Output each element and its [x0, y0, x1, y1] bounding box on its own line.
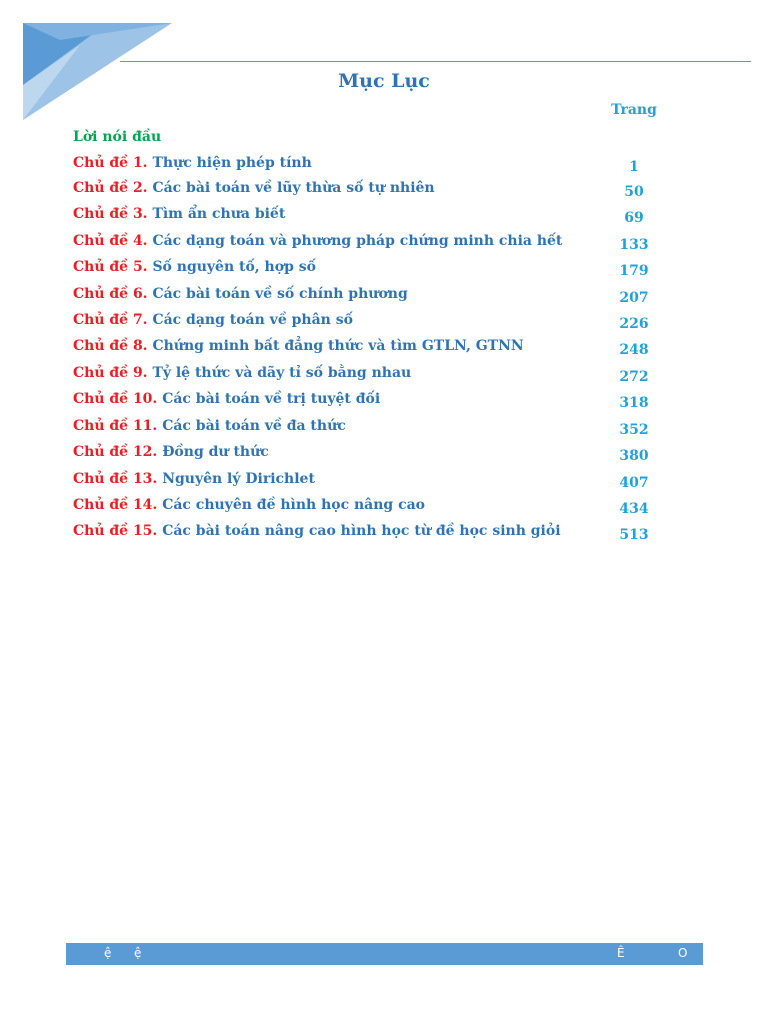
toc-entry-prefix: Chủ đề 15. [73, 523, 163, 539]
toc-entry-prefix: Chủ đề 2. [73, 180, 153, 196]
toc-entry[interactable] [73, 391, 673, 413]
toc-entry-title: Các bài toán nâng cao hình học từ đề học sinh giỏi [162, 523, 561, 539]
toc-entry-page-number: 434 [619, 501, 649, 517]
toc-entry[interactable] [73, 259, 673, 281]
toc-entry-prefix: Chủ đề 5. [73, 259, 153, 275]
toc-entry-title: Thực hiện phép tính [152, 155, 312, 171]
toc-entry-page-number: 380 [619, 448, 649, 464]
toc-entry[interactable] [73, 233, 673, 255]
toc-entry-page-number: 352 [619, 422, 649, 438]
toc-entry[interactable] [73, 523, 673, 545]
toc-entry-page-number: 513 [619, 527, 649, 543]
toc-entry-prefix: Chủ đề 9. [73, 365, 153, 381]
toc-entry[interactable] [73, 471, 673, 493]
toc-entry-prefix: Chủ đề 7. [73, 312, 153, 328]
toc-entry-prefix: Chủ đề 3. [73, 206, 153, 222]
toc-entry-prefix: Chủ đề 6. [73, 286, 153, 302]
toc-entry-page-number: 133 [619, 237, 649, 253]
toc-entry-prefix: Chủ đề 1. [73, 155, 153, 171]
page-title: Mục Lục [338, 70, 430, 92]
toc-entry[interactable] [73, 338, 673, 360]
toc-entry-prefix: Chủ đề 11. [73, 418, 163, 434]
toc-entry-page-number: 207 [619, 290, 649, 306]
toc-entry[interactable] [73, 497, 673, 519]
toc-entry-page-number: 50 [624, 184, 644, 200]
toc-entry-title: Chứng minh bất đẳng thức và tìm GTLN, GTNN [152, 338, 524, 354]
footer-glyph: ệ [134, 946, 142, 960]
toc-entry-prefix: Chủ đề 12. [73, 444, 163, 460]
toc-entry[interactable] [73, 155, 673, 177]
toc-entry-page-number: 179 [619, 263, 649, 279]
toc-entry-prefix: Chủ đề 13. [73, 471, 163, 487]
toc-entry-title: Các dạng toán về phân số [152, 312, 353, 328]
toc-entry[interactable] [73, 206, 673, 228]
toc-entry-prefix: Chủ đề 4. [73, 233, 153, 249]
toc-entry-title: Nguyên lý Dirichlet [162, 471, 315, 487]
toc-entry-title: Tìm ẩn chưa biết [152, 206, 286, 222]
toc-entry[interactable] [73, 365, 673, 387]
toc-entry-title: Các chuyên đề hình học nâng cao [162, 497, 426, 513]
toc-entry-title: Các dạng toán và phương pháp chứng minh chia hết [152, 233, 563, 249]
page-column-header: Trang [611, 102, 657, 118]
toc-entry[interactable] [73, 312, 673, 334]
corner-decoration [0, 0, 180, 130]
toc-entry[interactable] [73, 286, 673, 308]
toc-entry-page-number: 226 [619, 316, 649, 332]
footer-glyph: ệ [104, 946, 112, 960]
toc-entry-prefix: Chủ đề 8. [73, 338, 153, 354]
toc-entry-title: Số nguyên tố, hợp số [152, 259, 316, 275]
toc-entry-page-number: 1 [629, 159, 639, 175]
toc-entry-title: Các bài toán về lũy thừa số tự nhiên [152, 180, 435, 196]
toc-entry[interactable] [73, 418, 673, 440]
toc-entry-title: Tỷ lệ thức và dãy tỉ số bằng nhau [152, 365, 412, 381]
toc-entry-title: Các bài toán về đa thức [162, 418, 346, 434]
footer-glyph: Ê [617, 946, 625, 960]
toc-entry-prefix: Chủ đề 10. [73, 391, 163, 407]
toc-entry-title: Đồng dư thức [162, 444, 269, 460]
toc-entry-prefix: Chủ đề 14. [73, 497, 163, 513]
toc-entry-page-number: 69 [624, 210, 644, 226]
toc-entry-title: Các bài toán về trị tuyệt đối [162, 391, 381, 407]
toc-entry-page-number: 248 [619, 342, 649, 358]
toc-entry-title: Các bài toán về số chính phương [152, 286, 408, 302]
footer-glyph: O [678, 946, 688, 960]
footer-bar [66, 943, 703, 965]
toc-entry-page-number: 407 [619, 475, 649, 491]
toc-entry[interactable] [73, 444, 673, 466]
toc-entry-page-number: 318 [619, 395, 649, 411]
toc-entry[interactable] [73, 180, 673, 202]
header-rule [120, 61, 751, 62]
preface-link[interactable]: Lời nói đầu [73, 129, 162, 145]
toc-entry-page-number: 272 [619, 369, 649, 385]
